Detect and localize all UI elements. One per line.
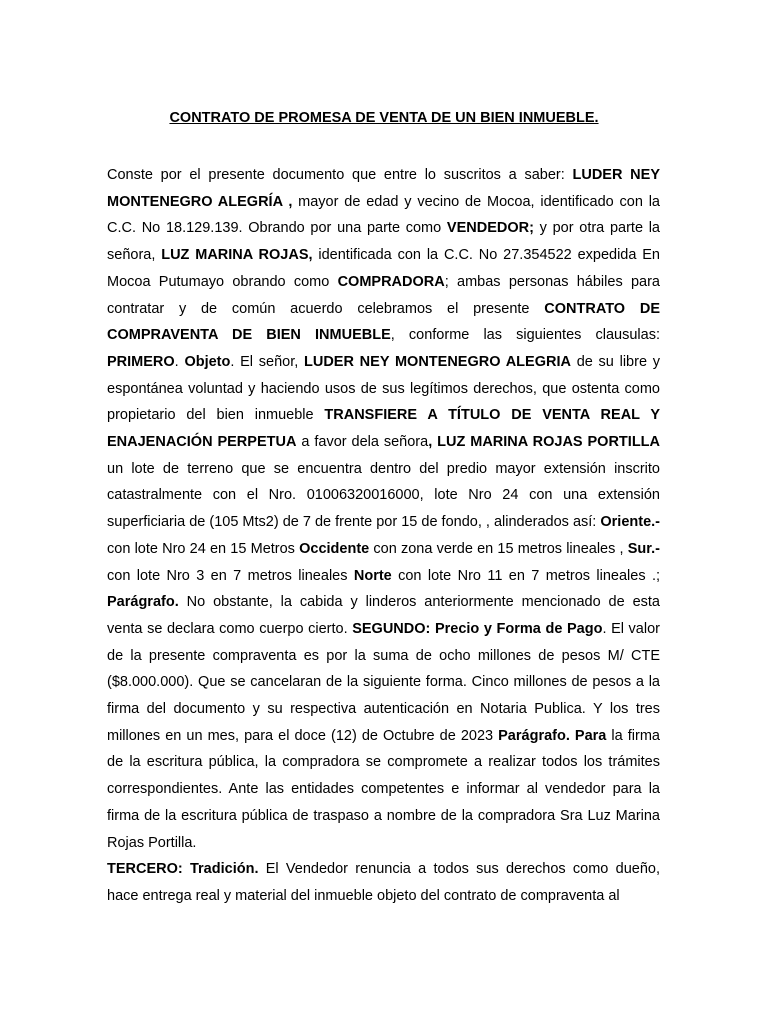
bold-text-run: TERCERO: Tradición. bbox=[107, 861, 259, 878]
bold-text-run: COMPRADORA bbox=[337, 273, 445, 290]
bold-text-run: Oriente.- bbox=[600, 514, 660, 531]
text-run: . El señor, bbox=[230, 353, 304, 370]
text-run: . bbox=[174, 353, 185, 370]
document-title: CONTRATO DE PROMESA DE VENTA DE UN BIEN INMUEBLE. bbox=[169, 110, 599, 126]
bold-text-run: LUDER NEY MONTENEGRO ALEGRÍA , bbox=[107, 167, 660, 210]
text-run: a favor dela señora bbox=[296, 434, 429, 451]
text-run: con lote Nro 3 en 7 metros lineales bbox=[107, 567, 354, 584]
bold-text-run: Sur.- bbox=[627, 540, 660, 557]
bold-text-run: Norte bbox=[353, 567, 392, 584]
body-paragraph bbox=[107, 856, 660, 909]
document-body bbox=[107, 162, 660, 910]
text-run: identificada con la C.C. No 27.354522 expedida En Mocoa Putumayo obrando como bbox=[107, 247, 661, 290]
bold-text-run: LUZ MARINA ROJAS, bbox=[161, 247, 313, 264]
text-run: un lote de terreno que se encuentra dentro del predio mayor extensión inscrito catastralmente con el Nro. 01006320016000, lote Nro 24 con una extensión superficiaria de (105 Mts2) de 7 de frente por 15 de fondo, , alinderados así: bbox=[107, 460, 660, 531]
bold-text-run: LUDER NEY MONTENEGRO ALEGRIA bbox=[304, 353, 571, 370]
body-paragraph bbox=[107, 162, 660, 856]
bold-text-run: VENDEDOR; bbox=[446, 220, 534, 237]
text-run: con lote Nro 24 en 15 Metros bbox=[107, 540, 300, 557]
text-run: la firma de la escritura pública, la compradora se compromete a realizar todos los trámites correspondientes. Ante las entidades competentes e informar al vendedor para la firma de la escritura pública de traspaso a nombre de la compradora Sra Luz Marina Rojas Portilla. bbox=[107, 727, 660, 851]
text-run: y por otra parte la señora, bbox=[107, 220, 661, 264]
text-run: . El valor de la presente compraventa es por la suma de ocho millones de pesos M/ CTE ($8.000.000). Que se cancelaran de la siguiente forma. Cinco millones de pesos a la firma del documento y su respectiva autenticación en Notaria Publica. Y los tres millones en un mes, para el doce (12) de Octubre de 2023 bbox=[107, 620, 660, 744]
bold-text-run: SEGUNDO: Precio y Forma de Pago bbox=[352, 620, 603, 637]
bold-text-run: Occidente bbox=[299, 540, 370, 557]
bold-text-run: Objeto bbox=[184, 353, 231, 370]
bold-text-run: Parágrafo. Para bbox=[498, 727, 607, 744]
bold-text-run: CONTRATO DE COMPRAVENTA DE BIEN INMUEBLE bbox=[107, 300, 660, 344]
text-run: Conste por el presente documento que entre lo suscritos a saber: bbox=[107, 167, 573, 183]
bold-text-run: , LUZ MARINA ROJAS PORTILLA bbox=[428, 434, 661, 451]
text-run: de su libre y espontánea voluntad y haciendo usos de sus legítimos derechos, que ostenta como propietario del bien inmueble bbox=[107, 353, 660, 424]
text-run: ; ambas personas hábiles para contratar y de común acuerdo celebramos el presente bbox=[107, 273, 660, 317]
text-run: No obstante, la cabida y linderos anteriormente mencionado de esta venta se declara como cuerpo cierto. bbox=[107, 594, 660, 637]
text-run: El Vendedor renuncia a todos sus derechos como dueño, hace entrega real y material del inmueble objeto del contrato de compraventa al bbox=[107, 861, 660, 904]
bold-text-run: TRANSFIERE A TÍTULO DE VENTA REAL Y ENAJENACIÓN PERPETUA bbox=[107, 407, 660, 451]
text-run: con lote Nro 11 en 7 metros lineales .; bbox=[391, 567, 661, 584]
text-run: mayor de edad y vecino de Mocoa, identificado con la C.C. No 18.129.139. Obrando por una parte como bbox=[107, 193, 660, 237]
bold-text-run: Parágrafo. bbox=[107, 594, 179, 611]
text-run: , conforme las siguientes clausulas: bbox=[390, 327, 660, 344]
bold-text-run: PRIMERO bbox=[107, 353, 175, 370]
text-run: con zona verde en 15 metros lineales , bbox=[369, 540, 628, 557]
